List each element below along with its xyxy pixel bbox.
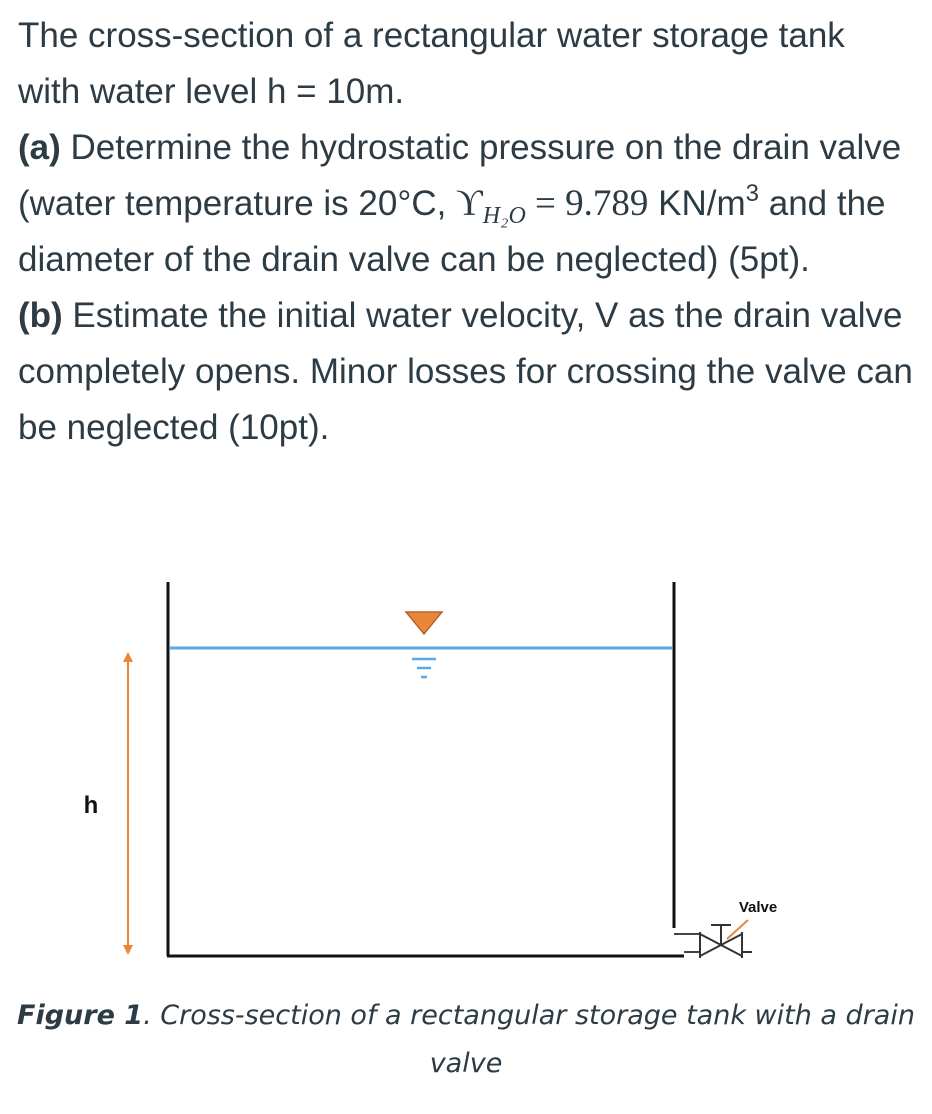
water-level-marker-icon: [406, 612, 442, 634]
problem-statement: [18, 8, 918, 456]
part-b-text: Estimate the initial water velocity, V as the drain valve completely opens. Minor losses for crossing the valve can be neglected (10pt).: [18, 296, 913, 447]
part-b-label: (b): [18, 296, 63, 335]
gamma-symbol: ϒ: [456, 183, 483, 224]
gamma-value: = 9.789: [525, 183, 649, 224]
part-a-text-2: KN/m: [648, 184, 746, 223]
gamma-subscript: H₂O: [482, 203, 526, 229]
part-b: [18, 288, 918, 456]
figure-caption-label: Figure 1: [17, 1000, 144, 1031]
unit-exponent: 3: [745, 180, 760, 207]
tank-diagram: [0, 570, 932, 970]
height-arrow-top-icon: [123, 652, 133, 662]
intro-text: [18, 8, 918, 120]
intro-line-1: The cross-section of a rectangular water storage tank: [18, 16, 845, 55]
height-arrow-bottom-icon: [123, 945, 133, 955]
specific-weight-expression: [456, 183, 649, 229]
height-label: h: [83, 792, 99, 819]
part-a-text-3: and the diameter of the drain valve can be neglected) (5pt).: [18, 184, 886, 279]
figure-caption: [0, 992, 932, 1088]
part-a-text-1: Determine the hydrostatic pressure on the drain valve (water temperature is 20°C,: [18, 128, 902, 223]
valve-label: Valve: [738, 899, 778, 916]
part-a-label: (a): [18, 128, 61, 167]
part-a: [18, 120, 918, 288]
drain-valve-icon: [700, 925, 752, 958]
intro-line-2: with water level h = 10m.: [18, 72, 405, 111]
figure-caption-text: . Cross-section of a rectangular storage tank with a drain valve: [143, 1000, 915, 1079]
